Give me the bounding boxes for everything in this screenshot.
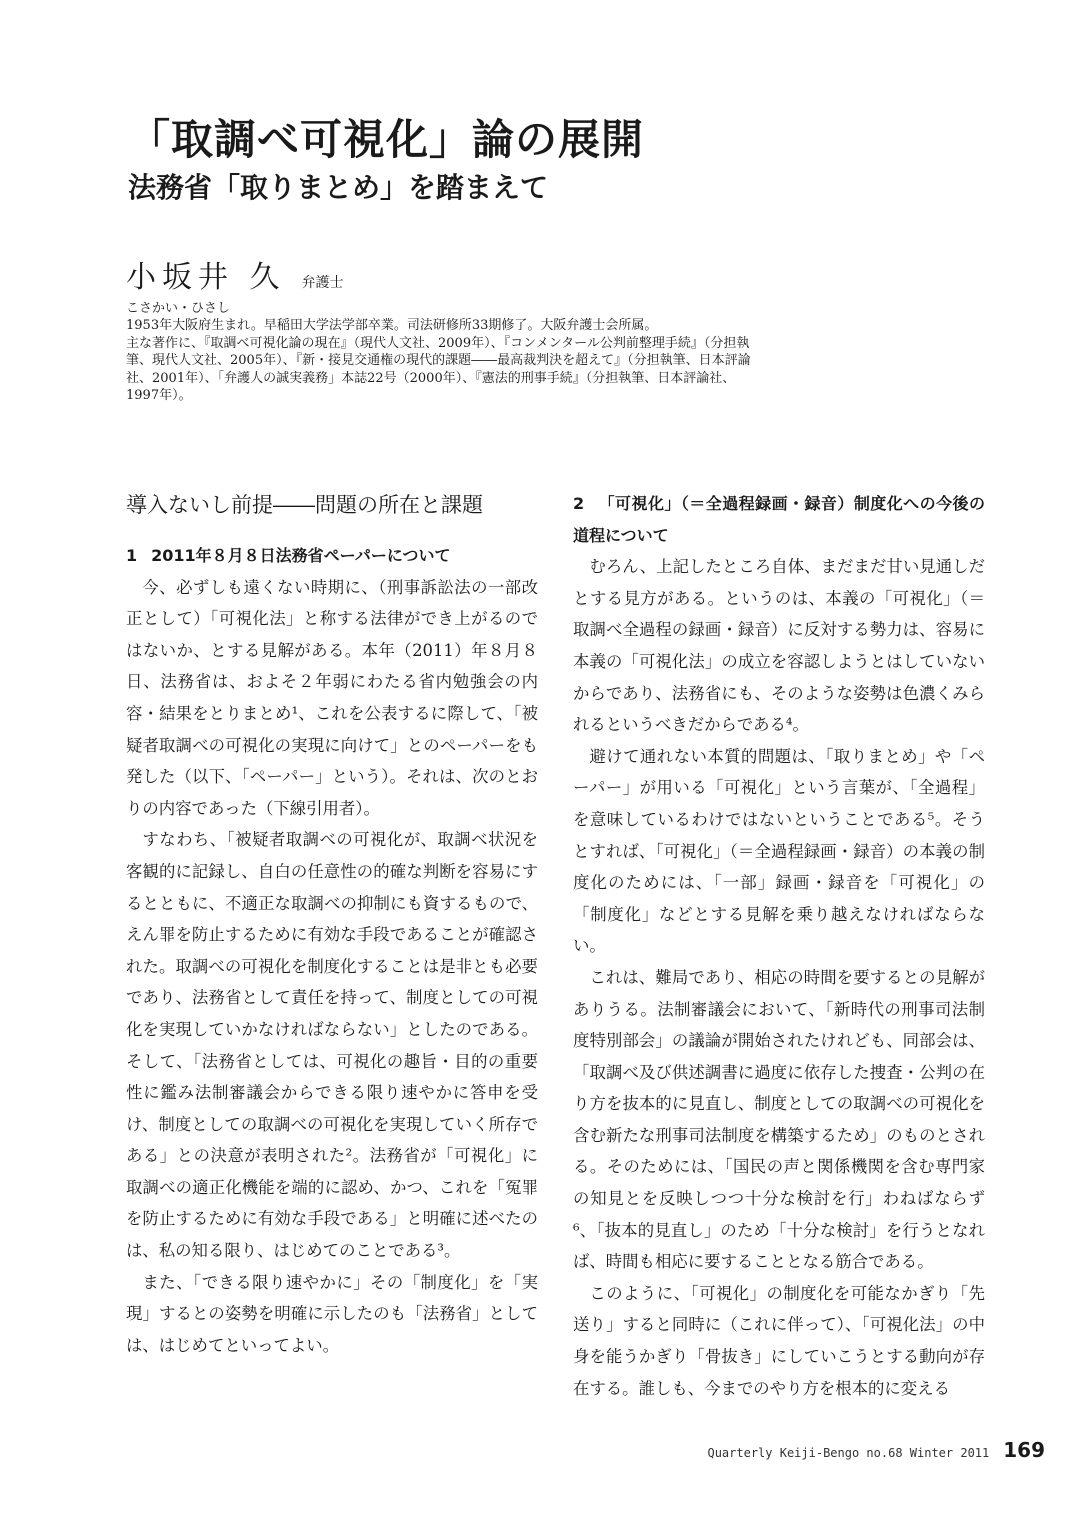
paragraph: 避けて通れない本質的問題は、「取りまとめ」や「ペーパー」が用いる「可視化」という言葉が、「全過程」を意味しているわけではないということである⁵。そうとすれば、「可視化」（＝全過程録画・録音）の本義の制度化のためには、「一部」録画・録音を「可視化」の「制度化」などとする見解を乗り越えなければならない。 <box>573 746 985 956</box>
subsection-number: 1 <box>126 546 138 565</box>
paragraph: むろん、上記したところ自体、まだまだ甘い見通しだとする見方がある。というのは、本義の「可視化」（＝取調べ全過程の録画・録音）に反対する勢力は、容易に本義の「可視化法」の成立を容認しようとはしていないからであり、法務省にも、そのような姿勢は色濃くみられるというべきだからである⁴。 <box>573 557 985 735</box>
page-number: 169 <box>1003 1438 1045 1462</box>
subsection-title: 「可視化」（＝全過程録画・録音）制度化への今後の道程について <box>573 494 985 545</box>
article-subtitle: 法務省「取りまとめ」を踏まえて <box>128 171 549 204</box>
paragraph: また、「できる限り速やかに」その「制度化」を「実現」するとの姿勢を明確に示したのも「法務省」としては、はじめてといってよい。 <box>126 1272 538 1355</box>
right-column <box>573 488 985 1404</box>
subsection-number: 2 <box>573 494 585 513</box>
subsection-heading-2 <box>573 488 985 551</box>
page-footer <box>707 1438 1045 1462</box>
paragraph: これは、難局であり、相応の時間を要するとの見解がありうる。法制審議会において、「新時代の刑事司法制度特別部会」の議論が開始されたけれども、同部会は、「取調べ及び供述調書に過度に依存した捜査・公判の在り方を抜本的に見直し、制度としての取調べの可視化を含む新たな刑事司法制度を構築するため」のものとされる。そのためには、「国民の声と関係機関を含む専門家の知見とを反映しつつ十分な検討を行」わねばならず⁶、「抜本的見直し」のため「十分な検討」を行うとなれば、時間も相応に要することとなる筋合である。 <box>573 967 985 1272</box>
section-heading: 導入ないし前提――問題の所在と課題 <box>126 493 483 517</box>
subsection-heading-1 <box>126 540 538 572</box>
article-title: 「取調べ可視化」論の展開 <box>128 115 645 164</box>
author-block <box>126 252 766 404</box>
subsection-title: 2011年８月８日法務省ペーパーについて <box>151 546 451 565</box>
title-block <box>128 112 948 208</box>
journal-name: Quarterly Keiji-Bengo no.68 Winter 2011 <box>707 1446 990 1460</box>
paragraph: すなわち、「被疑者取調べの可視化が、取調べ状況を客観的に記録し、自白の任意性の的確な判断を容易にするとともに、不適正な取調べの抑制にも資するもので、えん罪を防止するために有効な手段であることが確認された。取調べの可視化を制度化することは是非とも必要であり、法務省として責任を持って、制度としての可視化を実現していかなければならない」としたのである。そして、「法務省としては、可視化の趣旨・目的の重要性に鑑み法制審議会からできる限り速やかに答申を受け、制度としての取調べの可視化を実現していく所存である」との決意が表明された²。法務省が「可視化」に取調べの適正化機能を端的に認め、かつ、これを「冤罪を防止するために有効な手段である」と明確に述べたのは、私の知る限り、はじめてのことである³。 <box>126 830 538 1261</box>
paragraph: 今、必ずしも遠くない時期に、（刑事訴訟法の一部改正として）「可視化法」と称する法律ができ上がるのではないか、とする見解がある。本年（2011）年８月８日、法務省は、およそ２年弱にわたる省内勉強会の内容・結果をとりまとめ¹、これを公表するに際して、「被疑者取調べの可視化の実現に向けて」とのペーパーをも発した（以下、「ペーパー」という）。それは、次のとおりの内容であった（下線引用者）。 <box>126 577 538 818</box>
author-reading: こさかい・ひさし <box>126 301 231 316</box>
author-bio-line: 主な著作に、『取調べ可視化論の現在』（現代人文社、2009年）、『コンメンタール公判前整理手続』（分担執筆、現代人文社、2005年）、『新・接見交通権の現代的課題――最高裁判決を超えて』（分担執筆、日本評論社、2001年）、「弁護人の誠実義務」本誌22号（2000年）、『憲法的刑事手続』（分担執筆、日本評論社、1997年）。 <box>126 335 751 404</box>
author-bio-line: 1953年大阪府生まれ。早稲田大学法学部卒業。司法研修所33期修了。大阪弁護士会所属。 <box>126 318 658 334</box>
paragraph: このように、「可視化」の制度化を可能なかぎり「先送り」すると同時に（これに伴って）、「可視化法」の中身を能うかぎり「骨抜き」にしていこうとする動向が存在する。誰しも、今までのやり方を根本的に変える <box>573 1283 985 1398</box>
author-role: 弁護士 <box>301 275 344 291</box>
left-column <box>126 488 538 1361</box>
author-bio <box>126 317 766 404</box>
author-name: 小坂井 久 <box>126 260 286 295</box>
author-line <box>126 252 766 296</box>
